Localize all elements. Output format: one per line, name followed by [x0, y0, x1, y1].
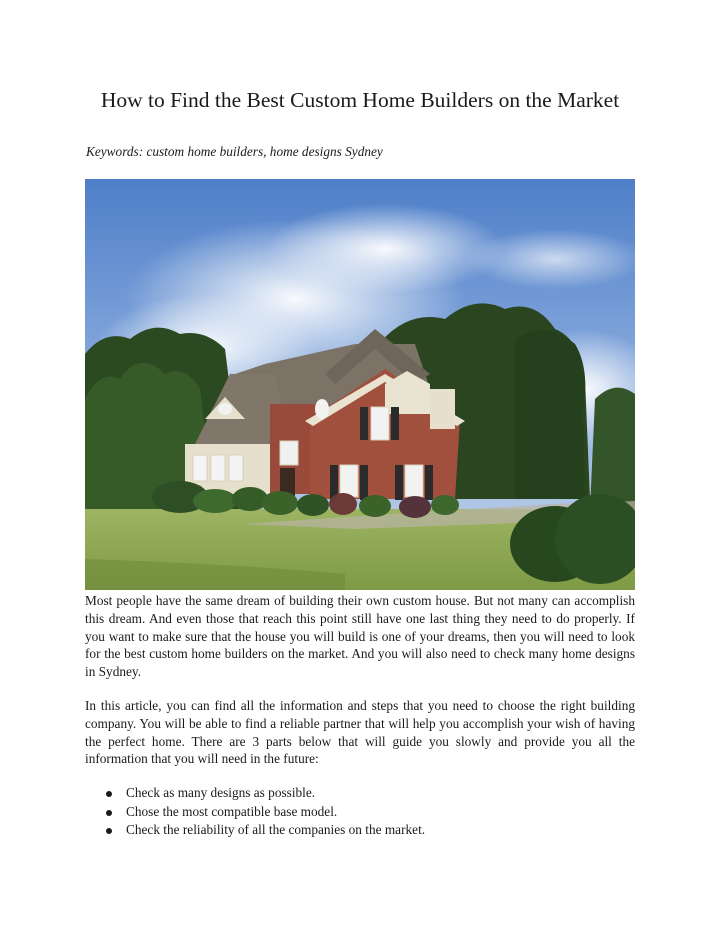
bullet-icon	[106, 828, 112, 834]
steps-list	[85, 784, 425, 840]
list-item-text: Chose the most compatible base model.	[126, 803, 338, 819]
list-item-text: Check as many designs as possible.	[126, 785, 316, 800]
list-item	[85, 821, 425, 840]
bullet-icon	[106, 810, 112, 816]
list-item-text: Check the reliability of all the companies on the market.	[126, 822, 426, 837]
keywords-line: Keywords: custom home builders, home designs Sydney	[86, 144, 383, 159]
document-title: How to Find the Best Custom Home Builders on the Market	[100, 88, 620, 112]
list-item	[85, 784, 425, 803]
bullet-icon	[106, 791, 112, 797]
article-paragraph: In this article, you can find all the information and steps that you need to choose the right building company. You will be able to find a reliable partner that will help you accomplish your wish of having the perfect home. There are 3 parts below that will guide you slowly and provide you all the information that you will need in the future:	[85, 698, 635, 767]
house-photo	[85, 179, 635, 590]
list-item	[85, 803, 425, 822]
intro-paragraph: Most people have the same dream of building their own custom house. But not many can accomplish this dream. And even those that reach this point still have one last thing they need to do properly. If you want to make sure that the house you will build is one of your dreams, then you will need to look for the best custom home builders on the market. And you will also need to check many home designs in Sydney.	[85, 593, 635, 680]
